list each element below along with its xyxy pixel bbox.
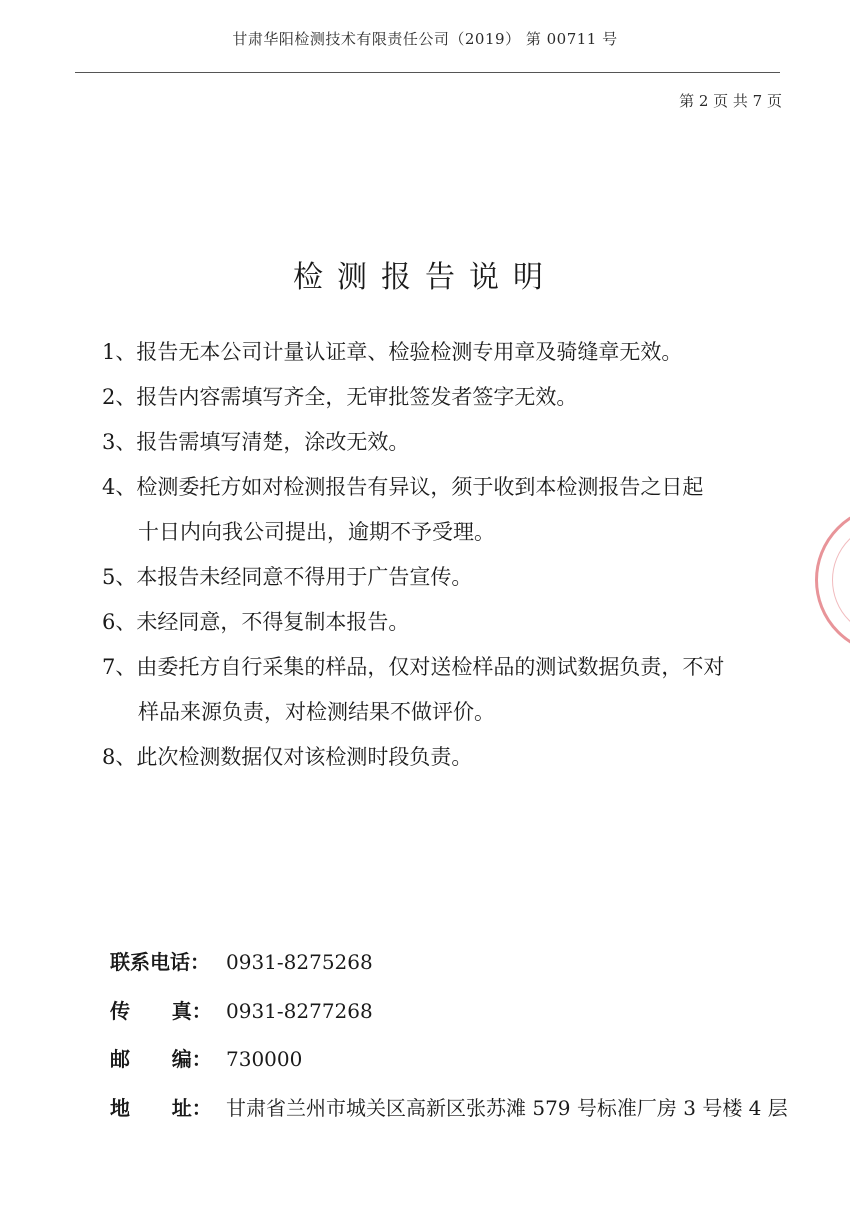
note-text: 1、报告无本公司计量认证章、检验检测专用章及骑缝章无效。 xyxy=(102,340,683,364)
contact-address-row xyxy=(110,1084,800,1133)
note-item-1 xyxy=(102,330,792,375)
seal-inner-ring xyxy=(832,522,850,638)
note-text: 5、本报告未经同意不得用于广告宣传。 xyxy=(102,565,473,589)
note-item-6 xyxy=(102,600,792,645)
contact-address-value: 甘肃省兰州市城关区高新区张苏滩 579 号标准厂房 3 号楼 4 层 xyxy=(226,1095,788,1120)
document-title: 检测报告说明 xyxy=(293,260,557,295)
company-seal-stamp xyxy=(815,505,850,655)
note-text: 3、报告需填写清楚，涂改无效。 xyxy=(102,430,410,454)
contact-postcode-row xyxy=(110,1035,800,1084)
contact-fax-row xyxy=(110,987,800,1036)
note-item-4 xyxy=(102,465,792,555)
note-item-8 xyxy=(102,735,792,780)
contact-fax-value: 0931-8277268 xyxy=(226,998,373,1023)
note-item-2 xyxy=(102,375,792,420)
contact-phone-value: 0931-8275268 xyxy=(226,950,373,974)
contact-address-label: 地 址： xyxy=(110,1095,212,1120)
note-text: 4、检测委托方如对检测报告有异议，须于收到本检测报告之日起 xyxy=(102,475,704,499)
header-divider xyxy=(75,72,780,73)
note-text: 7、由委托方自行采集的样品，仅对送检样品的测试数据负责，不对 xyxy=(102,655,725,679)
note-item-3 xyxy=(102,420,792,465)
note-text-continued: 十日内向我公司提出，逾期不予受理。 xyxy=(138,520,495,544)
contact-fax-label: 传 真： xyxy=(110,998,212,1023)
contact-postcode-value: 730000 xyxy=(226,1047,303,1071)
note-text-continued: 样品来源负责，对检测结果不做评价。 xyxy=(138,700,495,724)
report-number-header: 甘肃华阳检测技术有限责任公司（2019） 第 00711 号 xyxy=(232,30,618,48)
report-notes-list xyxy=(102,330,792,780)
note-item-7 xyxy=(102,645,792,735)
contact-phone-label: 联系电话： xyxy=(110,950,210,974)
contact-info xyxy=(110,938,800,1132)
page-indicator: 第 2 页 共 7 页 xyxy=(679,92,782,110)
note-text: 6、未经同意，不得复制本报告。 xyxy=(102,610,410,634)
contact-postcode-label: 邮 编： xyxy=(110,1047,212,1071)
note-item-5 xyxy=(102,555,792,600)
contact-phone-row xyxy=(110,938,800,987)
note-text: 8、此次检测数据仅对该检测时段负责。 xyxy=(102,745,473,769)
note-text: 2、报告内容需填写齐全，无审批签发者签字无效。 xyxy=(102,385,578,409)
